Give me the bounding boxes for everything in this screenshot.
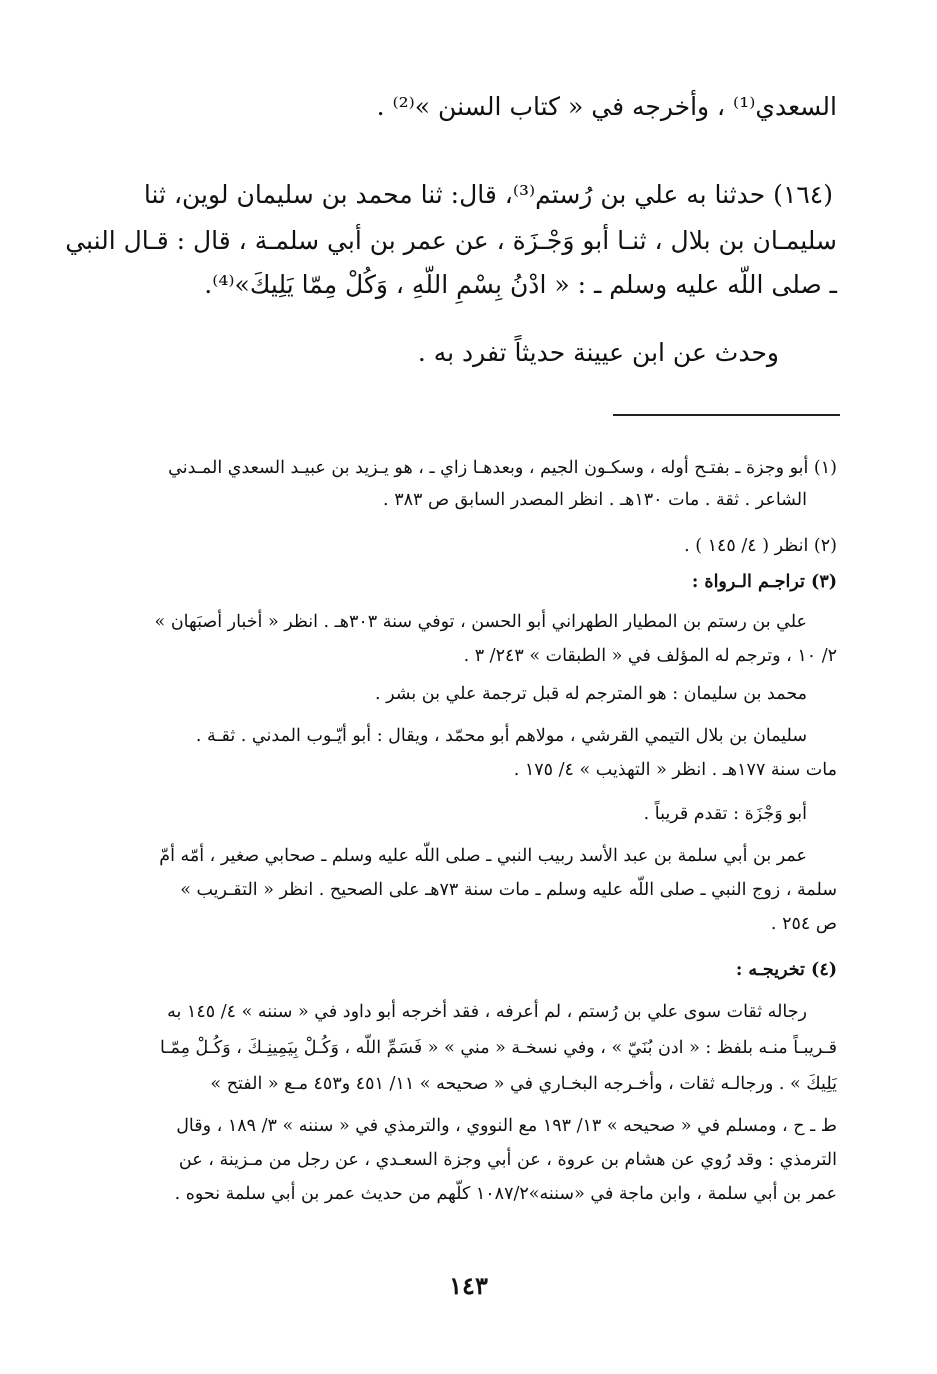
footnote-3-umar-line-3: ص ٢٥٤ .: [770, 914, 837, 934]
footnote-3-sulayman-line-1: سليمان بن بلال التيمي القرشي ، مولاهم أبو محمّد ، ويقال : أبو أيّـوب المدني . ثقـة .: [195, 726, 807, 746]
footnote-4-line-3: يَلِيكَ » . ورجالـه ثقات ، وأخـرجه البخـاري في « صحيحه » ١١/ ٤٥١ و٤٥٣ مـع « الفتح »: [210, 1074, 837, 1094]
footnote-3-sulayman-line-2: مات سنة ١٧٧هـ . انظر « التهذيب » ٤/ ١٧٥ .: [513, 760, 837, 780]
footnote-1-line-1: (١) أبو وجزة ـ بفتـح أوله ، وسكـون الجيم ، وبعدهـا زاي ـ ، هو يـزيد بن عبيـد السعدي المـدني: [168, 458, 837, 478]
footnote-4-line-2: قـريبـاً منـه بلفظ : « ادن بُنَيّ » ، وفي نسخـة « مني » « فَسَمِّ اللّه ، وَكُـلْ بِيَمِينِـكَ ، وَكُـلْ مِمّـا: [160, 1038, 837, 1058]
footnote-3-umar-line-1: عمر بن أبي سلمة بن عبد الأسد ربيب النبي ـ صلى اللّه عليه وسلم ـ صحابي صغير ، أمّه أمّ: [159, 846, 807, 866]
footnote-1-line-2: الشاعر . ثقة . مات ١٣٠هـ . انظر المصدر السابق ص ٣٨٣ .: [383, 490, 807, 510]
footnote-3-ali-line-2: ٢/ ١٠ ، وترجم له المؤلف في « الطبقات » ٢٤٣/ ٣ .: [463, 646, 837, 666]
footnote-2: (٢) انظر ( ٤/ ١٤٥ ) .: [684, 536, 837, 556]
footnote-4-line-1: رجاله ثقات سوى علي بن رُستم ، لم أعرفه ، فقد أخرجه أبو داود في « سننه » ٤/ ١٤٥ به: [167, 1002, 807, 1022]
footnote-3-heading: (٣) تراجـم الـرواة :: [691, 572, 837, 592]
footnote-3-muhammad: محمد بن سليمان : هو المترجم له قبل ترجمة علي بن بشر .: [374, 684, 807, 704]
footnote-4-heading: (٤) تخريجـه :: [735, 960, 837, 980]
page-number: ١٤٣: [449, 1271, 488, 1300]
footnote-3-ali-line-1: علي بن رستم بن المطيار الطهراني أبو الحسن ، توفي سنة ٣٠٣هـ . انظر « أخبار أصبَهان »: [154, 612, 807, 632]
footnote-4-line-6: عمر بن أبي سلمة ، وابن ماجة في «سننه»١٠٨٧/٢ كلّهم من حديث عمر بن أبي سلمة نحوه .: [174, 1184, 837, 1204]
hadith-164-line-2: سليمـان بن بلال ، ثنـا أبو وَجْـزَة ، عن عمر بن أبي سلمـة ، قال : قـال النبي: [65, 226, 837, 255]
main-line-ibn-uyayna: وحدث عن ابن عيينة حديثاً تفرد به .: [417, 338, 779, 367]
footnote-4-line-4: ط ـ ح ، ومسلم في « صحيحه » ١٣/ ١٩٣ مع النووي ، والترمذي في « سننه » ٣/ ١٨٩ ، وقال: [176, 1116, 837, 1136]
footnote-4-line-5: الترمذي : وقد رُوي عن هشام بن عروة ، عن أبي وجزة السعـدي ، عن رجل من مـزينة ، عن: [178, 1150, 837, 1170]
footnote-3-umar-line-2: سلمة ، زوج النبي ـ صلى اللّه عليه وسلم ـ مات سنة ٧٣هـ على الصحيح . انظر « التقـريب »: [180, 880, 837, 900]
hadith-164-line-3: ـ صلى اللّه عليه وسلم ـ : « ادْنُ بِسْمِ اللّهِ ، وَكُلْ مِمّا يَلِيكَ»⁽⁴⁾.: [204, 270, 837, 299]
main-line-sadi: السعدي⁽¹⁾ ، وأخرجه في « كتاب السنن »⁽²⁾ .: [376, 92, 837, 121]
hadith-164-line-1: (١٦٤) حدثنا به علي بن رُستم⁽³⁾، قال: ثنا محمد بن سليمان لوين، ثنا: [143, 180, 833, 209]
footnote-3-abu-wajza: أبو وَجْزَة : تقدم قريباً .: [643, 804, 807, 824]
footnote-separator: [613, 414, 840, 416]
